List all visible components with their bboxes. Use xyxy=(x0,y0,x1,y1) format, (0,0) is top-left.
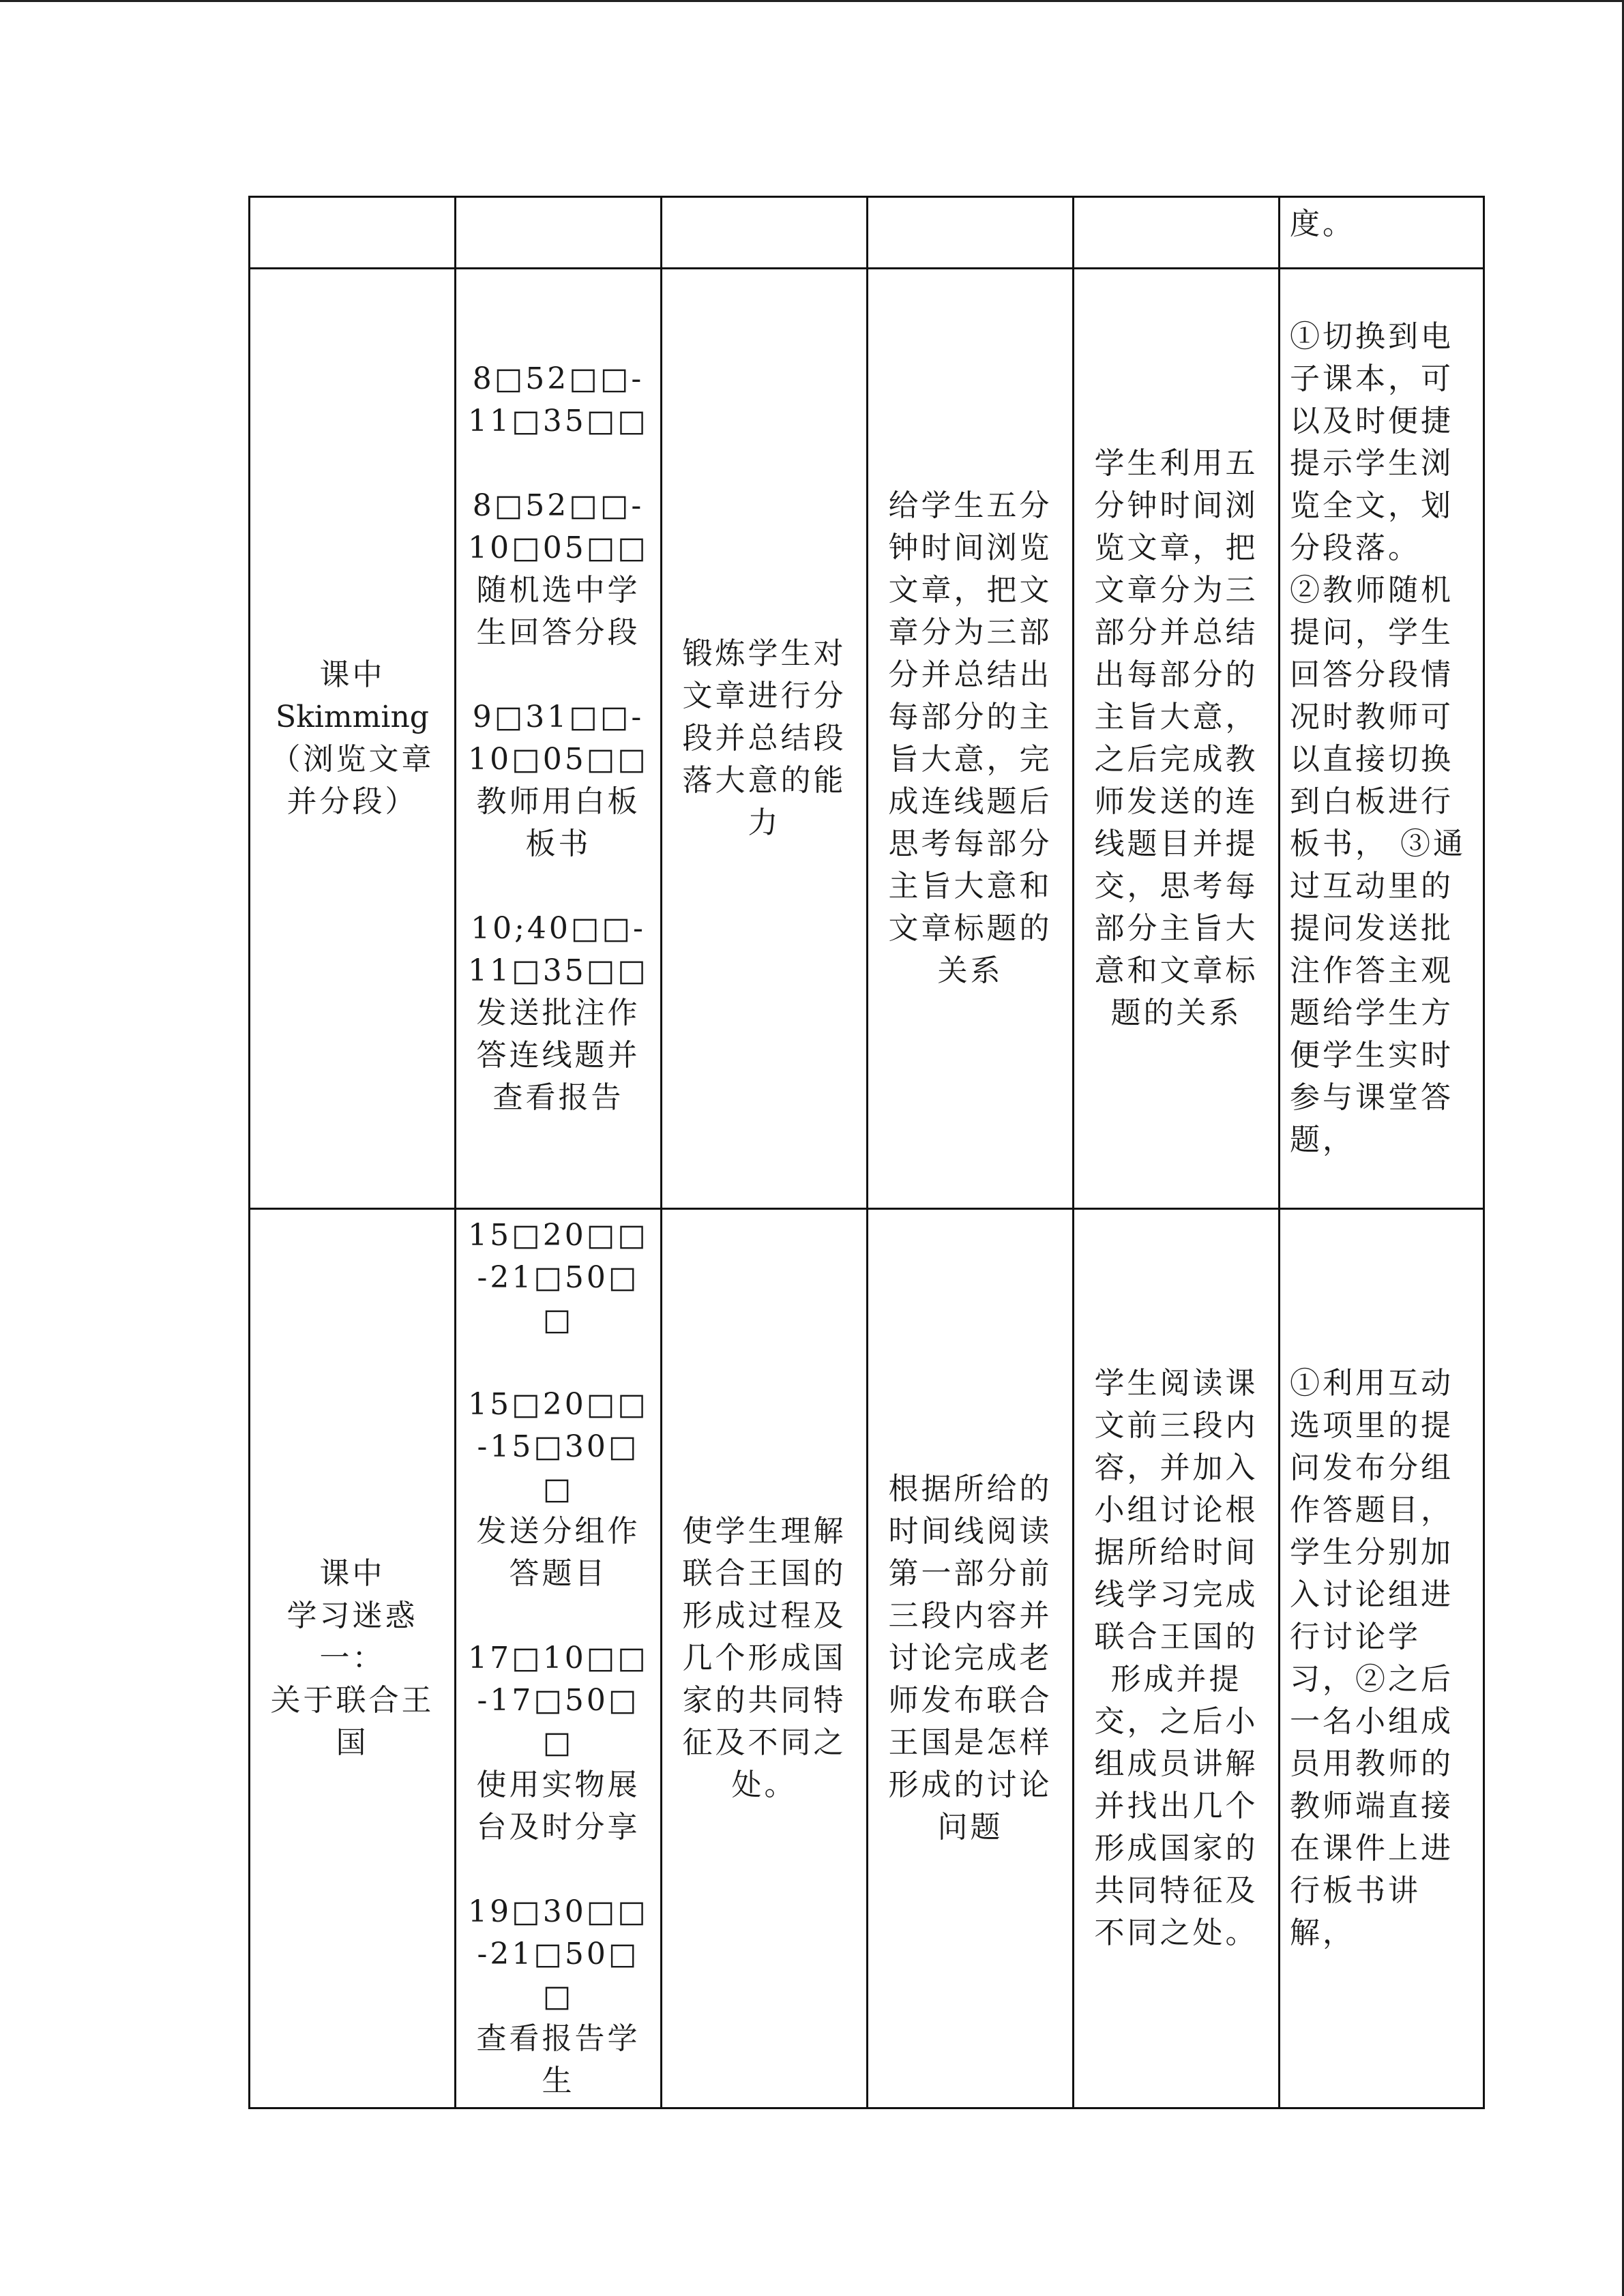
cell-teacher xyxy=(868,197,1074,269)
cell-method xyxy=(1280,269,1484,1209)
lesson-plan-table xyxy=(248,196,1485,2109)
cell-stage xyxy=(250,269,456,1209)
table-row xyxy=(250,197,1484,269)
time-entry xyxy=(466,1384,651,1595)
cell-teacher: 根据所给的时间线阅读第一部分前三段内容并讨论完成老师发布联合王国是怎样形成的讨论问题 xyxy=(868,1209,1074,2108)
time-entry xyxy=(466,485,651,654)
time-note: 教师用白板板书 xyxy=(476,784,640,861)
cell-method xyxy=(1280,1209,1484,2108)
method-text: 度。 xyxy=(1290,207,1355,241)
page-border-top xyxy=(0,0,1624,2)
cell-student: 学生阅读课文前三段内容，并加入小组讨论根据所给时间线学习完成联合王国的形成并提交，之后小组成员讲解并找出几个形成国家的共同特征及不同之处。 xyxy=(1074,1209,1280,2108)
cell-teacher: 给学生五分钟时间浏览文章，把文章分为三部分并总结出每部分的主旨大意，完成连线题后思考每部分主旨大意和文章标题的关系 xyxy=(868,269,1074,1209)
time-range: 8□52□□-10□05□□ xyxy=(468,488,649,565)
time-range: 8□52□□-11□35□□ xyxy=(468,361,649,438)
time-range: 15□20□□-21□50□□ xyxy=(468,1218,649,1337)
time-range: 17□10□□-17□50□□ xyxy=(468,1641,649,1760)
stage-line: Skimming xyxy=(276,700,429,734)
time-note: 使用实物展台及时分享 xyxy=(476,1768,640,1845)
cell-goal: 使学生理解联合王国的形成过程及几个形成国家的共同特征及不同之处。 xyxy=(662,1209,868,2108)
stage-line: 课中 xyxy=(319,1556,385,1591)
stage-line: 一： xyxy=(319,1641,385,1675)
stage-line: 并分段） xyxy=(286,784,418,819)
table-row xyxy=(250,1209,1484,2108)
cell-student xyxy=(1074,197,1280,269)
cell-goal: 锻炼学生对文章进行分段并总结段落大意的能力 xyxy=(662,269,868,1209)
method-text: ①切换到电子课本，可以及时便捷提示学生浏览全文，划分段落。 xyxy=(1290,319,1453,565)
time-note: 发送批注作答连线题并查看报告 xyxy=(476,996,640,1115)
time-entry xyxy=(466,1637,651,1849)
stage-line: 学习迷惑 xyxy=(286,1598,418,1633)
cell-method xyxy=(1280,197,1484,269)
time-range: 10;40□□-11□35□□ xyxy=(468,911,649,988)
cell-goal xyxy=(662,197,868,269)
time-range: 9□31□□-10□05□□ xyxy=(468,700,649,777)
method-text: ①利用互动选项里的提问发布分组作答题目，学生分别加入讨论组进行讨论学习，②之后一名小组成员用教师的教师端直接在课件上进行板书讲解， xyxy=(1290,1366,1453,1950)
time-note: 随机选中学生回答分段 xyxy=(476,573,640,650)
table-row xyxy=(250,269,1484,1209)
cell-time xyxy=(456,269,662,1209)
cell-time xyxy=(456,1209,662,2108)
time-entry xyxy=(466,1214,651,1341)
time-entry xyxy=(466,358,651,443)
stage-line: 国 xyxy=(336,1725,369,1760)
stage-line: 课中 xyxy=(319,657,385,692)
cell-time xyxy=(456,197,662,269)
stage-line: （浏览文章 xyxy=(270,742,434,777)
time-range: 19□30□□-21□50□□ xyxy=(468,1894,649,2014)
time-entry xyxy=(466,696,651,865)
cell-stage xyxy=(250,1209,456,2108)
time-entry xyxy=(466,908,651,1119)
method-text: ②教师随机提问，学生回答分段情况时教师可以直接切换到白板进行板书， ③通过互动里的提问发送批注作答主观题给学生方便学生实时参与课堂答题， xyxy=(1290,573,1466,1157)
cell-student: 学生利用五分钟时间浏览文章，把文章分为三部分并总结出每部分的主旨大意，之后完成教师发送的连线题目并提交，思考每部分主旨大意和文章标题的关系 xyxy=(1074,269,1280,1209)
stage-line: 关于联合王 xyxy=(270,1683,434,1718)
time-range: 15□20□□-15□30□□ xyxy=(468,1387,649,1506)
time-note: 发送分组作答题目 xyxy=(476,1514,640,1591)
cell-stage xyxy=(250,197,456,269)
time-note: 查看报告学生 xyxy=(476,2021,640,2098)
time-entry xyxy=(466,1891,651,2102)
